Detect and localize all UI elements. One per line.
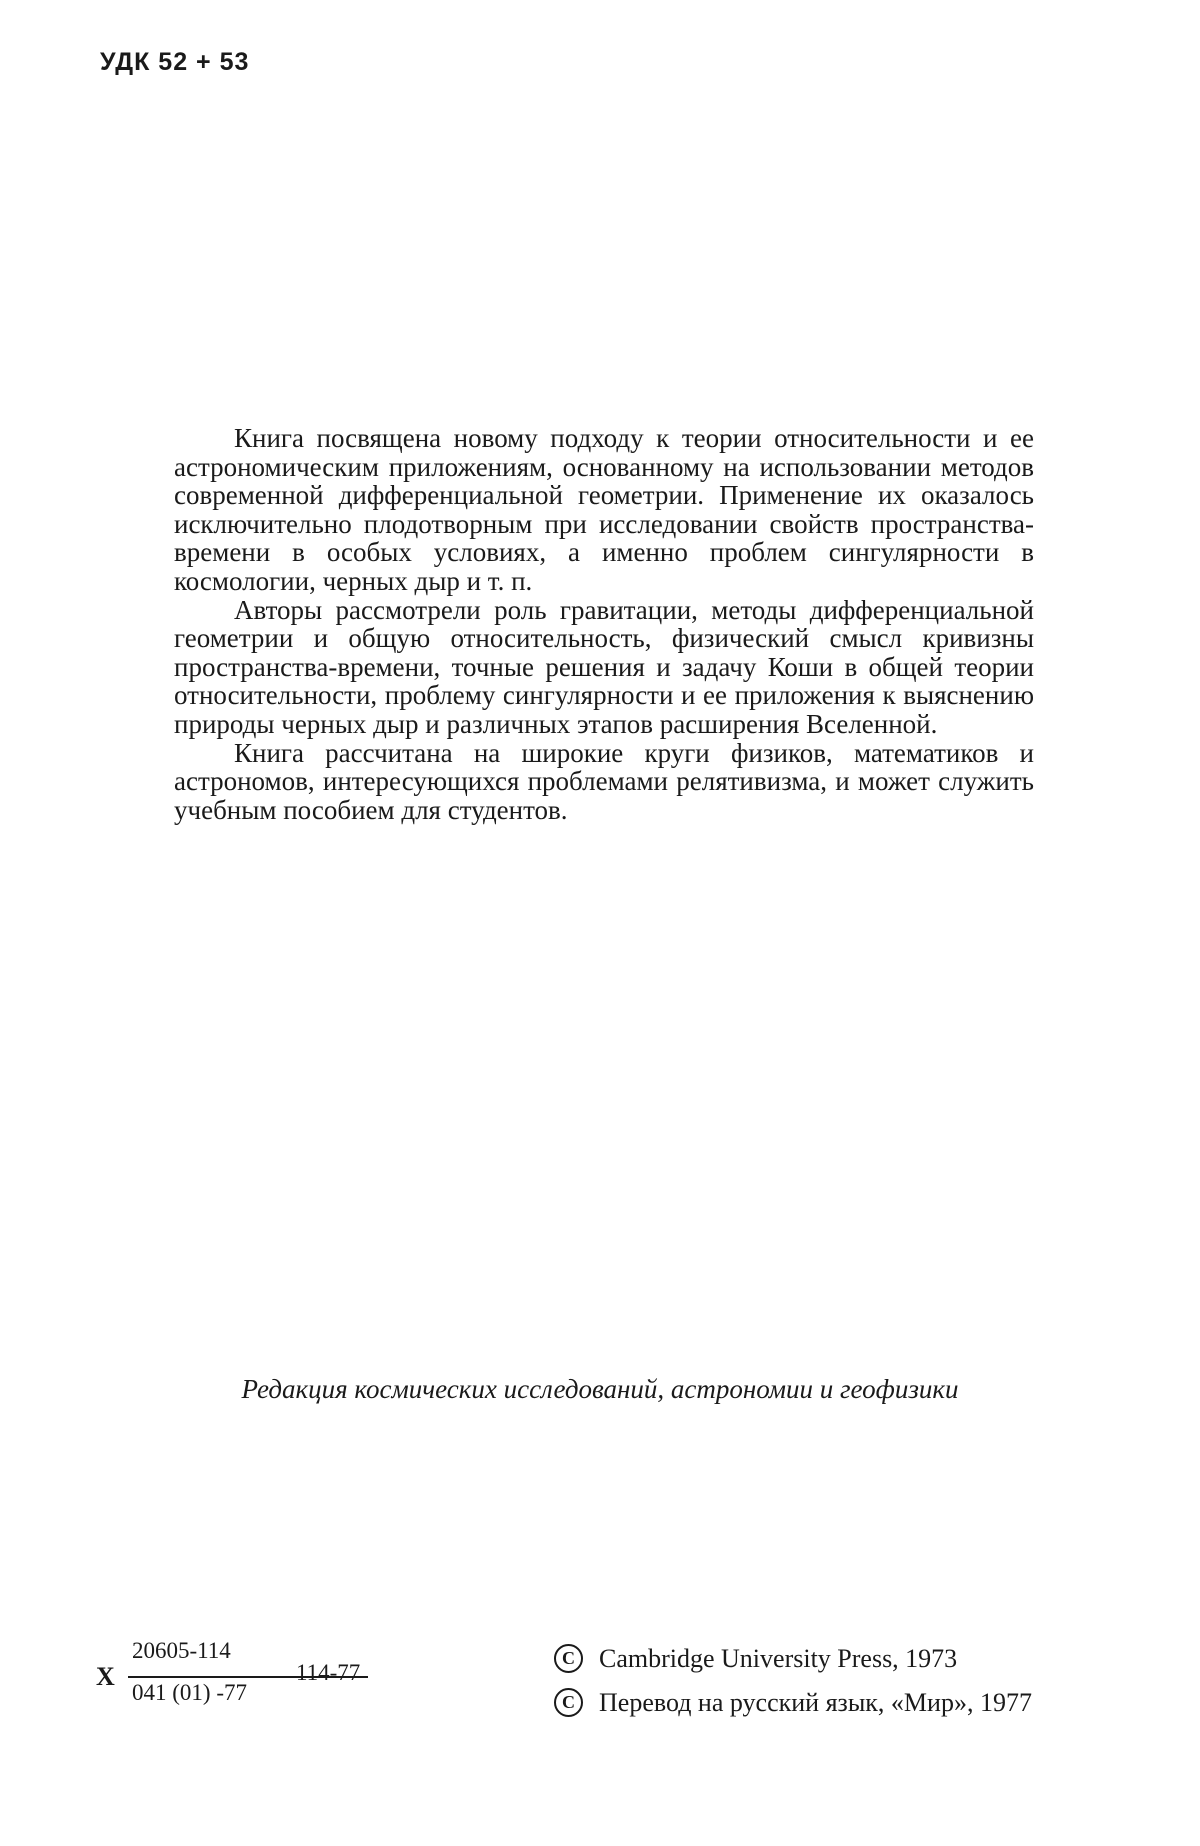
annotation-paragraph-2: Авторы рассмотрели роль гравитации, методы дифференциальной геометрии и общую относительность, физический смысл кривизны пространства-времени, точные решения и задачу Коши в общей теории относительности, проблему сингулярности и ее приложения к выяснению природы черных дыр и различных этапов расширения Вселенной. bbox=[174, 594, 1034, 739]
annotation-paragraph-3: Книга рассчитана на широкие круги физиков, математиков и астрономов, интересующихся проблемами релятивизма, и может служить учебным пособием для студентов. bbox=[174, 737, 1034, 825]
udk-code: УДК 52 + 53 bbox=[100, 48, 250, 76]
copyright-original bbox=[554, 1644, 1174, 1676]
publication-index bbox=[96, 1638, 396, 1718]
copyright-icon: C bbox=[554, 1688, 583, 1717]
index-numerator: 20605-114 bbox=[132, 1638, 231, 1663]
copyright-translation-text: Перевод на русский язык, «Мир», 1977 bbox=[599, 1688, 1032, 1717]
copyright-original-text: Cambridge University Press, 1973 bbox=[599, 1644, 958, 1673]
index-side-number: 114-77 bbox=[296, 1660, 361, 1685]
index-denominator: 041 (01) -77 bbox=[132, 1680, 247, 1705]
editorial-office: Редакция космических исследований, астрономии и геофизики bbox=[241, 1374, 959, 1404]
index-prefix: X bbox=[96, 1662, 115, 1691]
annotation-paragraph-1: Книга посвящена новому подходу к теории относительности и ее астрономическим приложениям, основанному на использовании методов современной дифференциальной геометрии. Применение их оказалось исключительно плодотворным при исследовании свойств пространства-времени в особых условиях, а именно проблем сингулярности в космологии, черных дыр и т. п. bbox=[174, 423, 1034, 596]
copyright-icon: C bbox=[554, 1644, 583, 1673]
copyright-translation bbox=[554, 1688, 1174, 1720]
annotation bbox=[174, 424, 1034, 824]
